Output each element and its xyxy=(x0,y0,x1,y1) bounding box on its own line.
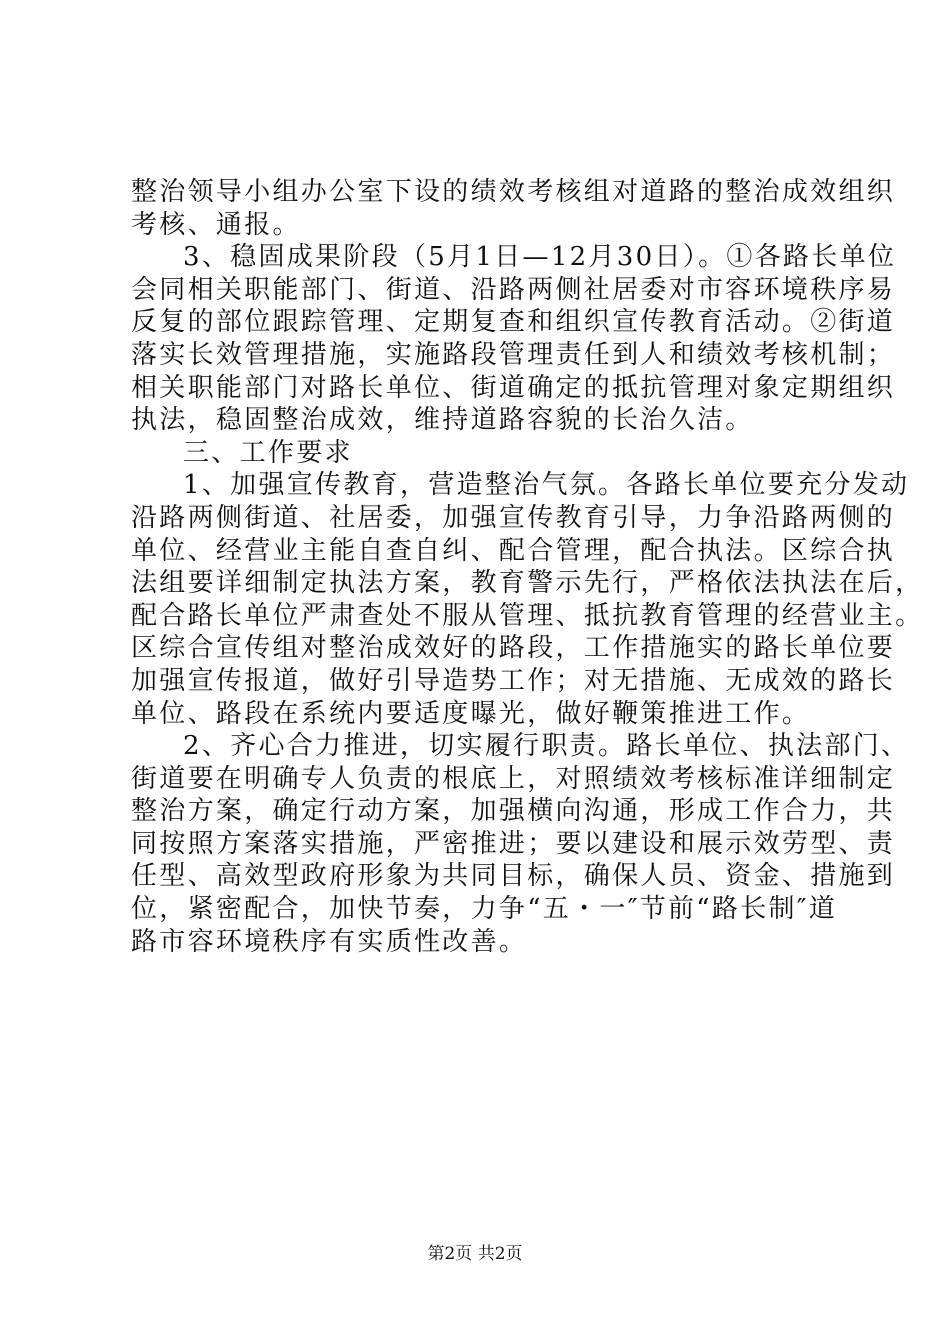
text-line: 任型、高效型政府形象为共同目标，确保人员、资金、措施到 xyxy=(131,861,896,892)
text-line: 单位、路段在系统内要适度曝光，做好鞭策推进工作。 xyxy=(131,698,811,729)
text-line: 加强宣传报道，做好引导造势工作；对无措施、无成效的路长 xyxy=(131,665,896,696)
text-line: 相关职能部门对路长单位、街道确定的抵抗管理对象定期组织 xyxy=(131,372,896,403)
text-line: 整治方案，确定行动方案，加强横向沟通，形成工作合力，共 xyxy=(131,796,896,827)
text-line: 法组要详细制定执法方案，教育警示先行，严格依法执法在后， xyxy=(131,568,924,599)
page-footer xyxy=(0,1244,950,1264)
text-line: 位，紧密配合，加快节奏，力争“五・一″节前“路长制″道 xyxy=(131,894,838,925)
text-line: 路市容环境秩序有实质性改善。 xyxy=(131,926,528,957)
text-line: 街道要在明确专人负责的根底上，对照绩效考核标准详细制定 xyxy=(131,763,896,794)
text-line: 单位、经营业主能自查自纠、配合管理，配合执法。区综合执 xyxy=(131,535,896,566)
document-body xyxy=(131,176,924,958)
text-line: 沿路两侧街道、社居委，加强宣传教育引导，力争沿路两侧的 xyxy=(131,502,896,533)
text-line: 整治领导小组办公室下设的绩效考核组对道路的整治成效组织 xyxy=(131,177,896,207)
text-line: 区综合宣传组对整治成效好的路段，工作措施实的路长单位要 xyxy=(131,633,896,664)
text-line: 落实长效管理措施，实施路段管理责任到人和绩效考核机制； xyxy=(131,339,896,370)
text-line: 配合路长单位严肃查处不服从管理、抵抗教育管理的经营业主。 xyxy=(131,600,924,631)
page-indicator: 第2页 共2页 xyxy=(427,1244,523,1264)
text-line: 同按照方案落实措施，严密推进；要以建设和展示效劳型、责 xyxy=(131,828,896,859)
text-line: 3、稳固成果阶段（5月1日—12月30日）。①各路长单位 xyxy=(183,242,897,273)
text-line: 2、齐心合力推进，切实履行职责。路长单位、执法部门、 xyxy=(183,731,910,762)
text-line: 会同相关职能部门、街道、沿路两侧社居委对市容环境秩序易 xyxy=(131,274,896,305)
text-line: 考核、通报。 xyxy=(131,209,301,240)
text-line: 反复的部位跟踪管理、定期复查和组织宣传教育活动。②街道 xyxy=(131,307,896,338)
section-heading: 三、工作要求 xyxy=(183,437,353,468)
text-line: 1、加强宣传教育，营造整治气氛。各路长单位要充分发动 xyxy=(183,470,910,501)
text-line: 执法，稳固整治成效，维持道路容貌的长治久洁。 xyxy=(131,405,754,436)
